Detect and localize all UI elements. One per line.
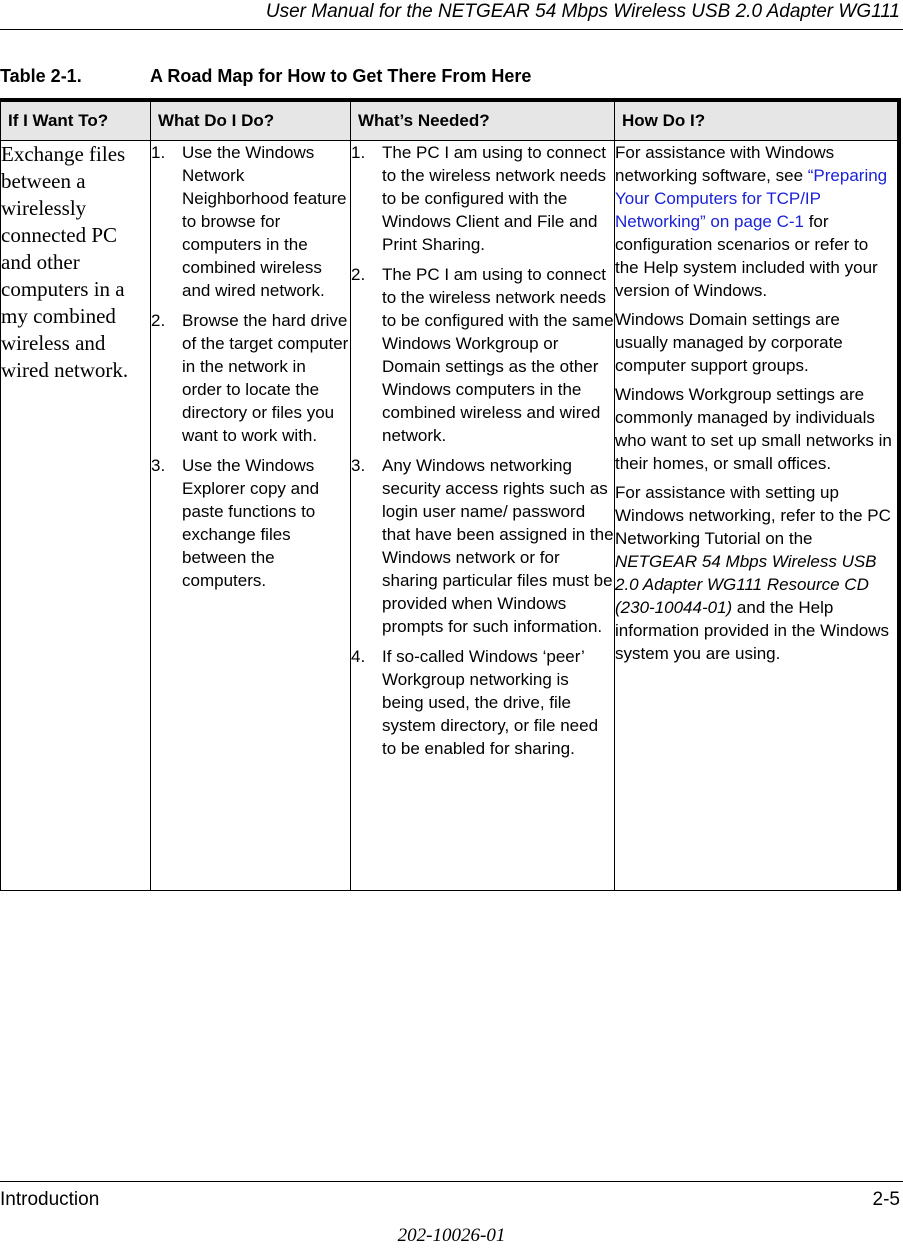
footer-rule xyxy=(0,1181,903,1182)
step-number: 1. xyxy=(351,143,366,162)
needed-cell xyxy=(351,141,615,891)
list-item xyxy=(351,263,614,447)
roadmap-table xyxy=(0,98,901,891)
how-text: For assistance with Windows networking software, see xyxy=(615,143,835,185)
running-header-title: User Manual for the NETGEAR 54 Mbps Wireless USB 2.0 Adapter WG111 xyxy=(265,1,900,22)
how-paragraph: Windows Domain settings are usually managed by corporate computer support groups. xyxy=(615,310,843,375)
how-paragraph: Windows Workgroup settings are commonly managed by individuals who want to set up small networks in their homes, or small offices. xyxy=(615,385,892,473)
cross-reference-link[interactable]: “Preparing Your Computers for TCP/IP Networking” on page C-1 xyxy=(615,166,888,231)
roadmap-table-wrapper xyxy=(0,98,903,891)
column-header-do: What Do I Do? xyxy=(151,100,351,141)
step-number: 1. xyxy=(151,143,166,162)
step-number: 3. xyxy=(151,456,166,475)
column-header-needed: What’s Needed? xyxy=(351,100,615,141)
do-steps-list xyxy=(151,141,350,592)
how-text: and the Help information provided in the Windows system you are using. xyxy=(615,598,890,663)
how-text: For assistance with setting up Windows networking, refer to the PC Networking Tutorial on the xyxy=(615,483,891,548)
footer-section-name: Introduction xyxy=(0,1189,100,1210)
step-number: 4. xyxy=(351,647,366,666)
list-item xyxy=(351,454,614,638)
list-item xyxy=(151,454,350,592)
step-text: If so-called Windows ‘peer’ Workgroup networking is being used, the drive, file system directory, or file need to be enabled for sharing. xyxy=(382,647,599,758)
list-item xyxy=(351,141,614,256)
table-caption-number: Table 2-1. xyxy=(0,66,82,86)
needed-steps-list xyxy=(351,141,614,760)
footer-page-number: 2-5 xyxy=(872,1189,900,1210)
table-header-row xyxy=(1,100,899,141)
step-text: Any Windows networking security access rights such as login user name/ password that have been assigned in the Windows network or for sharing particular files must be provided when Windows prompts for such information. xyxy=(382,456,614,636)
want-cell: Exchange files between a wirelessly connected PC and other computers in a my combined wireless and wired network. xyxy=(1,141,151,891)
how-cell xyxy=(615,141,899,891)
list-item xyxy=(351,645,614,760)
column-header-want: If I Want To? xyxy=(1,100,151,141)
step-text: Use the Windows Explorer copy and paste functions to exchange files between the computers. xyxy=(182,456,320,590)
do-cell xyxy=(151,141,351,891)
column-header-how: How Do I? xyxy=(615,100,899,141)
list-item xyxy=(151,309,350,447)
step-text: The PC I am using to connect to the wireless network needs to be configured with the Windows Client and File and Print Sharing. xyxy=(382,143,606,254)
how-paragraph xyxy=(615,481,897,665)
resource-cd-title: NETGEAR 54 Mbps Wireless USB 2.0 Adapter WG111 Resource CD (230-10044-01) xyxy=(615,552,877,617)
how-paragraph xyxy=(615,141,897,302)
step-number: 2. xyxy=(151,311,166,330)
table-caption-title: A Road Map for How to Get There From Here xyxy=(150,66,532,86)
step-text: The PC I am using to connect to the wireless network needs to be configured with the same Windows Workgroup or Domain settings as the other Windows computers in the combined wireless and wired network. xyxy=(382,265,614,445)
step-text: Use the Windows Network Neighborhood feature to browse for computers in the combined wireless and wired network. xyxy=(182,143,347,300)
step-number: 2. xyxy=(351,265,366,284)
list-item xyxy=(151,141,350,302)
header-rule xyxy=(0,29,903,30)
footer-document-number: 202-10026-01 xyxy=(397,1225,506,1246)
step-text: Browse the hard drive of the target computer in the network in order to locate the directory or files you want to work with. xyxy=(182,311,349,445)
table-row xyxy=(1,141,899,891)
step-number: 3. xyxy=(351,456,366,475)
how-text: for configuration scenarios or refer to the Help system included with your version of Windows. xyxy=(615,212,878,300)
